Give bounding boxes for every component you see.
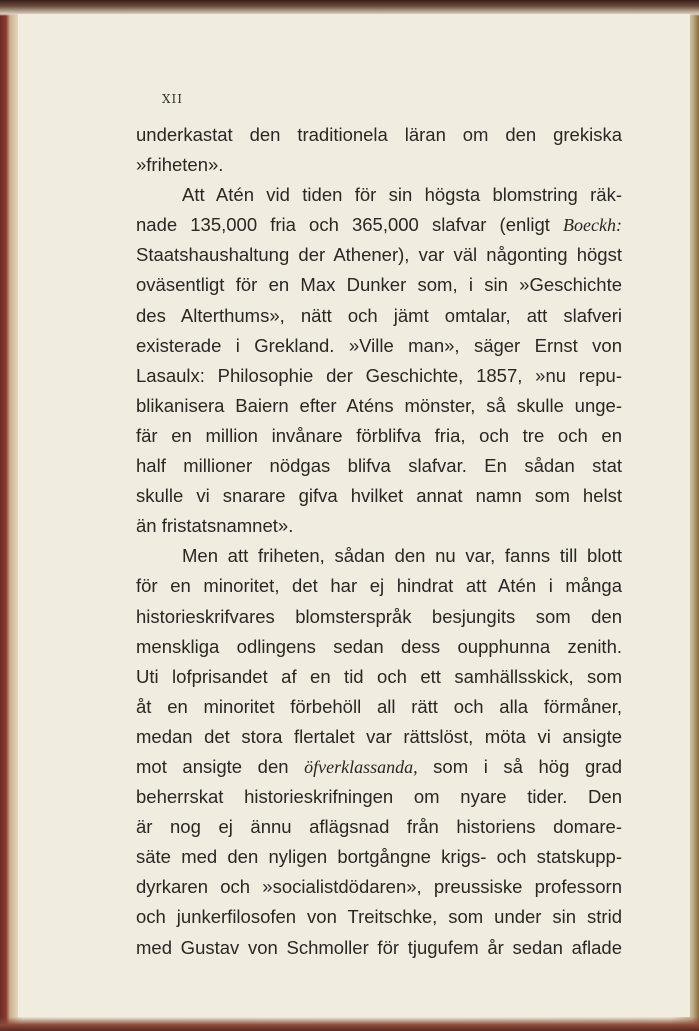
text-line-content: skulle vi snarare gifva hvilket annat namn som helst bbox=[136, 485, 622, 507]
text-line-content: Lasaulx: Philosophie der Geschichte, 1857, »nu repu- bbox=[136, 364, 622, 386]
text-line bbox=[136, 511, 622, 541]
text-line-content: des Alterthums», nätt och jämt omtalar, att slafveri bbox=[136, 304, 622, 326]
text-line-content: nade 135,000 fria och 365,000 slafvar (enligt bbox=[136, 214, 564, 236]
text-line-continuation: som i så hög grad bbox=[417, 755, 622, 777]
text-line bbox=[136, 391, 622, 421]
text-line bbox=[136, 210, 622, 240]
text-line bbox=[136, 270, 622, 300]
text-line bbox=[136, 782, 622, 812]
italic-reference: Boeckh: bbox=[563, 215, 622, 236]
text-line bbox=[136, 451, 622, 481]
text-line bbox=[136, 722, 622, 752]
text-line-content: half millioner nödgas blifva slafvar. En sådan stat bbox=[136, 455, 622, 477]
text-line bbox=[136, 541, 622, 571]
text-line-content: dyrkaren och »socialistdödaren», preussiske professorn bbox=[136, 876, 622, 898]
text-line bbox=[136, 933, 622, 963]
text-line-content: »friheten». bbox=[136, 154, 224, 176]
text-line bbox=[136, 812, 622, 842]
text-line bbox=[136, 692, 622, 722]
text-line bbox=[136, 632, 622, 662]
text-line-content: existerade i Grekland. »Ville man», säger Ernst von bbox=[136, 334, 622, 356]
text-line bbox=[136, 301, 622, 331]
text-line bbox=[136, 240, 622, 270]
text-line-content: fär en million invånare förblifva fria, och tre och en bbox=[136, 424, 622, 446]
text-line bbox=[136, 361, 622, 391]
text-line-content: menskliga odlingens sedan dess oupphunna zenith. bbox=[136, 635, 622, 657]
text-line-content: än fristatsnamnet». bbox=[136, 515, 294, 537]
text-line-content: för en minoritet, det har ej hindrat att Atén i många bbox=[136, 575, 622, 597]
text-line-content: medan det stora flertalet var rättslöst, möta vi ansigte bbox=[136, 725, 622, 747]
text-line bbox=[136, 662, 622, 692]
text-line bbox=[136, 331, 622, 361]
text-line-content: underkastat den traditionela läran om den grekiska bbox=[136, 124, 622, 145]
text-line bbox=[136, 180, 622, 210]
text-line bbox=[136, 872, 622, 902]
italic-reference: öfverklassanda, bbox=[304, 756, 418, 777]
body-text bbox=[136, 120, 622, 963]
text-line-content: beherrskat historieskrifningen om nyare tider. Den bbox=[136, 786, 622, 808]
text-line-content: Uti lofprisandet af en tid och ett samhällsskick, som bbox=[136, 665, 622, 687]
text-line-content: säte med den nyligen bortgångne krigs- och statskupp- bbox=[136, 846, 622, 868]
text-line-content: blikanisera Baiern efter Aténs mönster, så skulle unge- bbox=[136, 394, 622, 416]
text-line-content: är nog ej ännu aflägsnad från historiens domare- bbox=[136, 816, 622, 838]
text-line bbox=[136, 120, 622, 150]
text-line-content: Staatshaushaltung der Athener), var väl någonting högst bbox=[136, 244, 622, 266]
text-line-content: och junkerfilosofen von Treitschke, som under sin strid bbox=[136, 906, 622, 928]
text-line-content: Men att friheten, sådan den nu var, fanns till blott bbox=[182, 545, 622, 567]
text-line bbox=[136, 421, 622, 451]
page-bottom-edge bbox=[0, 1017, 699, 1031]
text-line bbox=[136, 571, 622, 601]
text-line bbox=[136, 902, 622, 932]
text-line bbox=[136, 752, 622, 782]
text-line bbox=[136, 481, 622, 511]
text-line-content: åt en minoritet förbehöll all rätt och alla förmåner, bbox=[136, 695, 622, 717]
text-line bbox=[136, 842, 622, 872]
text-line-content: mot ansigte den bbox=[136, 755, 305, 777]
text-line-content: historieskrifvares blomsterspråk besjungits som den bbox=[136, 605, 622, 627]
text-line-content: oväsentligt för en Max Dunker som, i sin »Geschichte bbox=[136, 274, 622, 296]
text-line-content: med Gustav von Schmoller för tjugufem år sedan aflade bbox=[136, 936, 622, 958]
text-line bbox=[136, 150, 622, 180]
text-line bbox=[136, 602, 622, 632]
page-number: XII bbox=[162, 92, 184, 106]
text-line-content: Att Atén vid tiden för sin högsta blomstring räk- bbox=[182, 184, 622, 206]
